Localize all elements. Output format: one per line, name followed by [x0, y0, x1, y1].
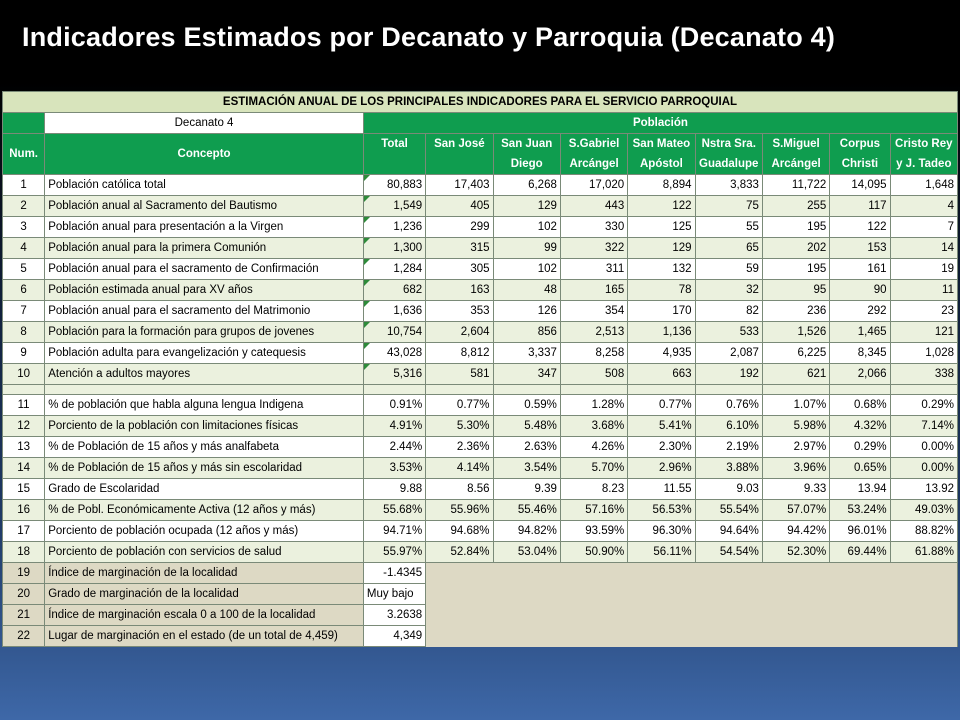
row-value: 2,513 [560, 322, 627, 343]
parish-header-line1: Cristo Rey [895, 138, 953, 150]
row-value: 122 [830, 217, 890, 238]
row-value: 3,337 [493, 343, 560, 364]
table-row [3, 175, 958, 196]
row-concept: Población anual para presentación a la Virgen [45, 217, 364, 238]
row-total: 10,754 [363, 322, 425, 343]
table-row [3, 437, 958, 458]
slide-title: Indicadores Estimados por Decanato y Parroquia (Decanato 4) [22, 22, 836, 52]
row-value: 48 [493, 280, 560, 301]
row-total: Muy bajo [363, 584, 425, 605]
row-value: 55.96% [426, 500, 493, 521]
row-value: 4,935 [628, 343, 695, 364]
row-value: 255 [762, 196, 829, 217]
row-value: 353 [426, 301, 493, 322]
row-value: 94.64% [695, 521, 762, 542]
row-total: 682 [363, 280, 425, 301]
row-value: 0.00% [890, 437, 957, 458]
row-value: 17,020 [560, 175, 627, 196]
row-value: 55 [695, 217, 762, 238]
spacer-cell [3, 385, 45, 395]
row-value: 13.92 [890, 479, 957, 500]
blank-cell [426, 563, 958, 584]
row-value: 56.53% [628, 500, 695, 521]
row-value: 11,722 [762, 175, 829, 196]
row-value: 170 [628, 301, 695, 322]
row-value: 5.70% [560, 458, 627, 479]
row-concept: Población anual al Sacramento del Bautismo [45, 196, 364, 217]
spacer-cell [560, 385, 627, 395]
parish-header-line2: Guadalupe [699, 158, 759, 170]
row-number: 6 [3, 280, 45, 301]
row-value: 125 [628, 217, 695, 238]
row-concept: % de población que habla alguna lengua Indigena [45, 395, 364, 416]
row-value: 2,066 [830, 364, 890, 385]
table-row [3, 479, 958, 500]
parish-header [890, 134, 957, 175]
row-value: 8,894 [628, 175, 695, 196]
row-value: 311 [560, 259, 627, 280]
row-value: 78 [628, 280, 695, 301]
row-value: 52.84% [426, 542, 493, 563]
row-value: 1.28% [560, 395, 627, 416]
row-value: 122 [628, 196, 695, 217]
row-value: 8,812 [426, 343, 493, 364]
row-value: 88.82% [890, 521, 957, 542]
row-value: 117 [830, 196, 890, 217]
row-value: 0.59% [493, 395, 560, 416]
row-value: 4 [890, 196, 957, 217]
parish-header-line2: Apóstol [639, 158, 683, 170]
row-value: 0.68% [830, 395, 890, 416]
row-number: 13 [3, 437, 45, 458]
row-value: 9.03 [695, 479, 762, 500]
poblacion-header: Población [363, 113, 957, 134]
row-value: 102 [493, 259, 560, 280]
row-concept: Población estimada anual para XV años [45, 280, 364, 301]
row-value: 0.77% [426, 395, 493, 416]
row-number: 17 [3, 521, 45, 542]
table-row [3, 500, 958, 521]
row-number: 18 [3, 542, 45, 563]
table-row [3, 395, 958, 416]
row-concept: Población anual para el sacramento del Matrimonio [45, 301, 364, 322]
table-row [3, 584, 958, 605]
spacer-cell [628, 385, 695, 395]
row-value: 126 [493, 301, 560, 322]
table-row [3, 521, 958, 542]
row-value: 55.54% [695, 500, 762, 521]
row-value: 405 [426, 196, 493, 217]
parish-header [493, 134, 560, 175]
row-number: 22 [3, 626, 45, 647]
row-number: 21 [3, 605, 45, 626]
spacer-cell [890, 385, 957, 395]
parish-header-line2: Arcángel [771, 158, 821, 170]
row-value: 0.29% [890, 395, 957, 416]
row-value: 54.54% [695, 542, 762, 563]
row-value: 8.56 [426, 479, 493, 500]
concepto-header: Concepto [45, 134, 364, 175]
row-total: 43,028 [363, 343, 425, 364]
row-value: 0.29% [830, 437, 890, 458]
row-value: 94.68% [426, 521, 493, 542]
spacer-row [3, 385, 958, 395]
row-value: 2,604 [426, 322, 493, 343]
row-value: 2.96% [628, 458, 695, 479]
row-number: 11 [3, 395, 45, 416]
row-number: 15 [3, 479, 45, 500]
parish-header [830, 134, 890, 175]
table-row [3, 416, 958, 437]
row-value: 292 [830, 301, 890, 322]
row-number: 20 [3, 584, 45, 605]
row-number: 8 [3, 322, 45, 343]
row-value: 14,095 [830, 175, 890, 196]
row-value: 621 [762, 364, 829, 385]
row-total: 55.97% [363, 542, 425, 563]
row-value: 82 [695, 301, 762, 322]
row-value: 195 [762, 259, 829, 280]
row-value: 6,225 [762, 343, 829, 364]
row-total: 1,300 [363, 238, 425, 259]
blank-cell [426, 626, 958, 647]
row-value: 11.55 [628, 479, 695, 500]
row-total: 1,549 [363, 196, 425, 217]
row-total: 1,284 [363, 259, 425, 280]
row-value: 14 [890, 238, 957, 259]
table-row [3, 343, 958, 364]
spacer-cell [695, 385, 762, 395]
row-concept: Porciento de población ocupada (12 años y más) [45, 521, 364, 542]
parish-header-line1: San Mateo [632, 138, 691, 150]
row-concept: Población anual para la primera Comunión [45, 238, 364, 259]
table-row [3, 605, 958, 626]
row-concept: % de Población de 15 años y más sin escolaridad [45, 458, 364, 479]
table-row [3, 301, 958, 322]
row-value: 0.77% [628, 395, 695, 416]
row-concept: Índice de marginación de la localidad [45, 563, 364, 584]
row-value: 121 [890, 322, 957, 343]
row-value: 1,465 [830, 322, 890, 343]
row-total: 5,316 [363, 364, 425, 385]
row-value: 1.07% [762, 395, 829, 416]
row-value: 1,648 [890, 175, 957, 196]
parish-header [762, 134, 829, 175]
row-number: 3 [3, 217, 45, 238]
spacer-cell [363, 385, 425, 395]
row-value: 192 [695, 364, 762, 385]
row-total: 1,636 [363, 301, 425, 322]
row-total: 2.44% [363, 437, 425, 458]
row-value: 508 [560, 364, 627, 385]
row-total: 4.91% [363, 416, 425, 437]
row-value: 0.76% [695, 395, 762, 416]
parish-header-line2: y J. Tadeo [896, 158, 952, 170]
row-value: 3.68% [560, 416, 627, 437]
row-value: 53.24% [830, 500, 890, 521]
parish-header-line1: Corpus [839, 138, 881, 150]
row-concept: Grado de Escolaridad [45, 479, 364, 500]
row-total: 94.71% [363, 521, 425, 542]
spacer-cell [45, 385, 364, 395]
row-number: 4 [3, 238, 45, 259]
row-value: 2.30% [628, 437, 695, 458]
blank-cell [426, 605, 958, 626]
row-value: 236 [762, 301, 829, 322]
row-number: 19 [3, 563, 45, 584]
row-value: 61.88% [890, 542, 957, 563]
row-value: 99 [493, 238, 560, 259]
table-row [3, 626, 958, 647]
parish-header [628, 134, 695, 175]
row-value: 9.33 [762, 479, 829, 500]
row-value: 57.07% [762, 500, 829, 521]
row-value: 305 [426, 259, 493, 280]
row-concept: % de Población de 15 años y más analfabeta [45, 437, 364, 458]
row-total: 3.2638 [363, 605, 425, 626]
row-value: 2.36% [426, 437, 493, 458]
row-value: 1,136 [628, 322, 695, 343]
row-value: 3.54% [493, 458, 560, 479]
row-value: 23 [890, 301, 957, 322]
row-value: 163 [426, 280, 493, 301]
row-number: 1 [3, 175, 45, 196]
row-concept: Población católica total [45, 175, 364, 196]
row-number: 16 [3, 500, 45, 521]
row-number: 12 [3, 416, 45, 437]
row-value: 129 [493, 196, 560, 217]
row-concept: Población adulta para evangelización y catequesis [45, 343, 364, 364]
row-value: 7.14% [890, 416, 957, 437]
row-number: 14 [3, 458, 45, 479]
row-value: 96.01% [830, 521, 890, 542]
row-value: 8,345 [830, 343, 890, 364]
row-value: 50.90% [560, 542, 627, 563]
row-value: 102 [493, 217, 560, 238]
row-value: 53.04% [493, 542, 560, 563]
row-number: 10 [3, 364, 45, 385]
parish-header-line1: Nstra Sra. [701, 138, 756, 150]
row-value: 2.63% [493, 437, 560, 458]
row-value: 161 [830, 259, 890, 280]
row-concept: Grado de marginación de la localidad [45, 584, 364, 605]
row-value: 32 [695, 280, 762, 301]
row-number: 7 [3, 301, 45, 322]
table-row [3, 322, 958, 343]
header-spacer [3, 113, 45, 134]
row-value: 5.30% [426, 416, 493, 437]
row-concept: Población anual para el sacramento de Confirmación [45, 259, 364, 280]
table-row [3, 280, 958, 301]
row-total: 0.91% [363, 395, 425, 416]
row-value: 4.14% [426, 458, 493, 479]
row-concept: Población para la formación para grupos de jovenes [45, 322, 364, 343]
row-value: 581 [426, 364, 493, 385]
row-value: 129 [628, 238, 695, 259]
parish-header-line2: Arcángel [569, 158, 619, 170]
table-row [3, 364, 958, 385]
row-value: 1,028 [890, 343, 957, 364]
row-concept: Índice de marginación escala 0 a 100 de la localidad [45, 605, 364, 626]
row-total: 55.68% [363, 500, 425, 521]
row-value: 856 [493, 322, 560, 343]
row-value: 195 [762, 217, 829, 238]
parish-header-line1: S.Gabriel [568, 138, 620, 150]
row-value: 5.48% [493, 416, 560, 437]
row-value: 56.11% [628, 542, 695, 563]
row-concept: Lugar de marginación en el estado (de un total de 4,459) [45, 626, 364, 647]
row-value: 0.00% [890, 458, 957, 479]
row-number: 2 [3, 196, 45, 217]
row-value: 94.42% [762, 521, 829, 542]
row-value: 19 [890, 259, 957, 280]
row-value: 132 [628, 259, 695, 280]
row-value: 330 [560, 217, 627, 238]
row-value: 0.65% [830, 458, 890, 479]
row-number: 9 [3, 343, 45, 364]
row-concept: % de Pobl. Económicamente Activa (12 años y más) [45, 500, 364, 521]
row-value: 4.26% [560, 437, 627, 458]
row-value: 90 [830, 280, 890, 301]
row-value: 6.10% [695, 416, 762, 437]
row-value: 315 [426, 238, 493, 259]
row-value: 338 [890, 364, 957, 385]
row-value: 443 [560, 196, 627, 217]
row-value: 95 [762, 280, 829, 301]
row-total: 9.88 [363, 479, 425, 500]
row-value: 6,268 [493, 175, 560, 196]
table-row [3, 458, 958, 479]
row-value: 663 [628, 364, 695, 385]
row-total: 4,349 [363, 626, 425, 647]
row-value: 202 [762, 238, 829, 259]
parish-header-line1: San Juan [501, 138, 553, 150]
row-total: 1,236 [363, 217, 425, 238]
table-row [3, 542, 958, 563]
row-total: 3.53% [363, 458, 425, 479]
row-value: 94.82% [493, 521, 560, 542]
row-value: 5.41% [628, 416, 695, 437]
row-value: 3,833 [695, 175, 762, 196]
parish-header-line2: Diego [510, 158, 543, 170]
row-value: 2.97% [762, 437, 829, 458]
row-value: 57.16% [560, 500, 627, 521]
parish-header [695, 134, 762, 175]
total-header: Total [363, 134, 425, 175]
spacer-cell [762, 385, 829, 395]
row-value: 52.30% [762, 542, 829, 563]
row-value: 9.39 [493, 479, 560, 500]
row-value: 17,403 [426, 175, 493, 196]
spacer-cell [830, 385, 890, 395]
row-value: 11 [890, 280, 957, 301]
spacer-cell [426, 385, 493, 395]
parish-header [426, 134, 493, 175]
row-value: 59 [695, 259, 762, 280]
row-concept: Porciento de población con servicios de salud [45, 542, 364, 563]
spacer-cell [493, 385, 560, 395]
row-value: 96.30% [628, 521, 695, 542]
row-value: 55.46% [493, 500, 560, 521]
row-value: 8,258 [560, 343, 627, 364]
row-value: 165 [560, 280, 627, 301]
row-number: 5 [3, 259, 45, 280]
table-row [3, 259, 958, 280]
row-value: 3.88% [695, 458, 762, 479]
row-value: 354 [560, 301, 627, 322]
row-value: 13.94 [830, 479, 890, 500]
parish-header [560, 134, 627, 175]
row-value: 4.32% [830, 416, 890, 437]
row-total: -1.4345 [363, 563, 425, 584]
row-value: 5.98% [762, 416, 829, 437]
row-value: 322 [560, 238, 627, 259]
row-value: 65 [695, 238, 762, 259]
indicators-table [2, 91, 958, 647]
row-value: 1,526 [762, 322, 829, 343]
table-banner: ESTIMACIÓN ANUAL DE LOS PRINCIPALES INDICADORES PARA EL SERVICIO PARROQUIAL [3, 92, 958, 113]
parish-header-line1: S.Miguel [772, 138, 820, 150]
table-row [3, 238, 958, 259]
row-value: 2,087 [695, 343, 762, 364]
row-value: 299 [426, 217, 493, 238]
row-value: 8.23 [560, 479, 627, 500]
parish-header-line2: Christi [841, 158, 879, 170]
row-value: 347 [493, 364, 560, 385]
row-value: 533 [695, 322, 762, 343]
parish-header-line1: San José [434, 138, 485, 150]
row-value: 75 [695, 196, 762, 217]
row-value: 69.44% [830, 542, 890, 563]
table-row [3, 196, 958, 217]
blank-cell [426, 584, 958, 605]
table-row [3, 563, 958, 584]
row-value: 2.19% [695, 437, 762, 458]
row-value: 49.03% [890, 500, 957, 521]
decanato-label: Decanato 4 [45, 113, 364, 134]
num-header: Num. [3, 134, 45, 175]
row-value: 3.96% [762, 458, 829, 479]
row-value: 93.59% [560, 521, 627, 542]
row-concept: Atención a adultos mayores [45, 364, 364, 385]
row-value: 153 [830, 238, 890, 259]
row-total: 80,883 [363, 175, 425, 196]
table-row [3, 217, 958, 238]
row-value: 7 [890, 217, 957, 238]
row-concept: Porciento de la población con limitaciones físicas [45, 416, 364, 437]
